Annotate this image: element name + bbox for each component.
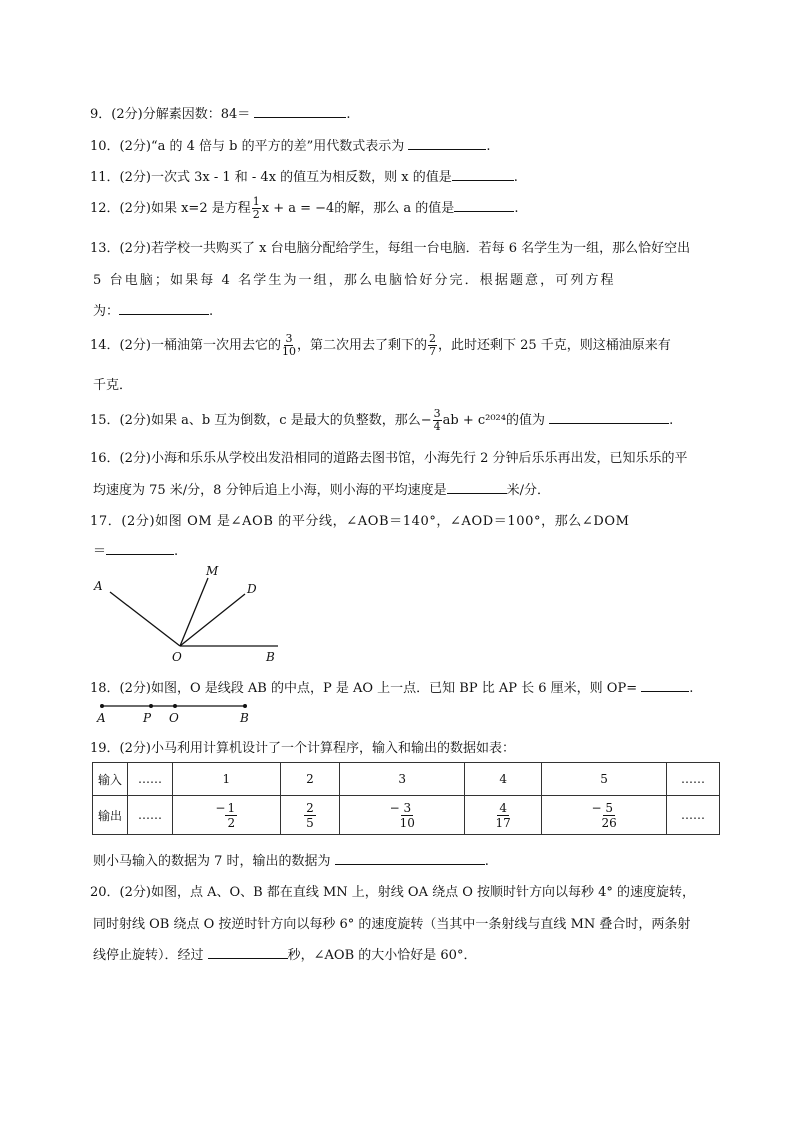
answer-blank bbox=[447, 481, 507, 494]
question-14-line2: 千克． bbox=[93, 378, 133, 393]
answer-blank bbox=[549, 411, 669, 424]
label-o: O bbox=[172, 650, 182, 664]
label-b: B bbox=[266, 650, 275, 664]
answer-blank bbox=[452, 168, 514, 181]
label-b: B bbox=[240, 711, 249, 725]
table-row-input bbox=[93, 763, 720, 796]
row-label: 输入 bbox=[93, 763, 128, 796]
output-cell: − $\frac{5}{26}$ bbox=[542, 796, 667, 835]
answer-blank bbox=[106, 542, 174, 555]
answer-blank bbox=[335, 852, 485, 865]
output-cell: − $\frac{1}{2}$ bbox=[173, 796, 281, 835]
output-cell: $\frac{4}{17}$ bbox=[465, 796, 542, 835]
answer-blank bbox=[408, 137, 486, 150]
output-cell: $\frac{2}{5}$ bbox=[280, 796, 340, 835]
output-cell: − $\frac{3}{10}$ bbox=[340, 796, 465, 835]
ellipsis-cell: …… bbox=[128, 763, 173, 796]
question-17-line2: ＝ . bbox=[93, 544, 179, 559]
question-20-line3: 线停止旋转）．经过 秒，∠AOB 的大小恰好是 60°． bbox=[93, 948, 477, 963]
ray-oa bbox=[110, 592, 180, 646]
question-19: 19．(2分)小马利用计算机设计了一个计算程序，输入和输出的数据如表： bbox=[90, 741, 515, 756]
label-m: M bbox=[206, 564, 219, 578]
label-o: O bbox=[169, 711, 179, 725]
question-20: 20．(2分)如图，点 A、O、B 都在直线 MN 上，射线 OA 绕点 O 按顺时针方向以每秒 4° 的速度旋转， bbox=[90, 885, 696, 900]
label-p: P bbox=[143, 711, 152, 725]
question-14: 14．(2分)一桶油第一次用去它的 $\frac{3}{10}$ ，第二次用去了剩下的 $\frac{2}{7}$ ，此时还剩下 25 千克，则这桶油原来有 bbox=[90, 332, 671, 358]
answer-blank bbox=[254, 105, 346, 118]
question-17: 17．(2分)如图 OM 是∠AOB 的平分线，∠AOB＝140°，∠AOD＝100°，那么∠DOM bbox=[90, 514, 630, 529]
question-13-line3: 为： . bbox=[93, 304, 214, 319]
fraction: $\frac{1}{2}$ bbox=[252, 195, 260, 221]
segment-figure bbox=[92, 700, 262, 726]
ray-od bbox=[180, 594, 245, 646]
row-label: 输出 bbox=[93, 796, 128, 835]
io-table bbox=[92, 762, 720, 835]
input-cell: 2 bbox=[280, 763, 340, 796]
label-a: A bbox=[97, 711, 106, 725]
angle-figure bbox=[90, 562, 290, 664]
answer-blank bbox=[119, 302, 209, 315]
input-cell: 1 bbox=[173, 763, 281, 796]
fraction: $\frac{2}{7}$ bbox=[429, 332, 436, 358]
answer-blank bbox=[454, 199, 514, 212]
question-20-line2: 同时射线 OB 绕点 O 按逆时针方向以每秒 6° 的速度旋转（当其中一条射线与直线 MN 叠合时，两条射 bbox=[93, 917, 691, 932]
ray-om bbox=[180, 578, 208, 646]
table-row-output bbox=[93, 796, 720, 835]
input-cell: 5 bbox=[542, 763, 667, 796]
ellipsis-cell: …… bbox=[667, 763, 720, 796]
question-13-line2: 5 台电脑；如果每 4 名学生为一组，那么电脑恰好分完．根据题意，可列方程 bbox=[93, 273, 616, 288]
point-p bbox=[149, 704, 153, 708]
question-10: 10．(2分)“a 的 4 倍与 b 的平方的差”用代数式表示为 . bbox=[90, 139, 491, 154]
fraction: $\frac{3}{4}$ bbox=[433, 407, 441, 433]
point-b bbox=[243, 704, 247, 708]
answer-blank bbox=[641, 679, 689, 692]
question-13: 13．(2分)若学校一共购买了 x 台电脑分配给学生，每组一台电脑．若每 6 名学生为一组，那么恰好空出 bbox=[90, 241, 691, 256]
fraction: $\frac{3}{10}$ bbox=[281, 332, 296, 358]
label-d: D bbox=[247, 582, 257, 596]
question-12: 12．(2分)如果 x=2 是方程 $\frac{1}{2}$ x + a = −4的解，那么 a 的值是 . bbox=[90, 195, 519, 221]
ellipsis-cell: …… bbox=[667, 796, 720, 835]
ellipsis-cell: …… bbox=[128, 796, 173, 835]
question-16: 16．(2分)小海和乐乐从学校出发沿相同的道路去图书馆，小海先行 2 分钟后乐乐再出发，已知乐乐的平 bbox=[90, 451, 688, 466]
point-a bbox=[100, 704, 104, 708]
question-15: 15．(2分)如果 a、b 互为倒数，c 是最大的负整数，那么− $\frac{3}{4}$ ab + c²⁰²⁴的值为 . bbox=[90, 407, 674, 433]
question-16-line2: 均速度为 75 米/分，8 分钟后追上小海，则小海的平均速度是 米/分． bbox=[93, 483, 550, 498]
question-11: 11．(2分)一次式 3x - 1 和 - 4x 的值互为相反数，则 x 的值是 . bbox=[90, 170, 518, 185]
question-19-after: 则小马输入的数据为 7 时，输出的数据为 . bbox=[93, 854, 489, 869]
input-cell: 3 bbox=[340, 763, 465, 796]
question-9: 9．(2分)分解素因数：84＝ . bbox=[90, 107, 351, 122]
input-cell: 4 bbox=[465, 763, 542, 796]
answer-blank bbox=[208, 946, 288, 959]
question-18: 18．(2分)如图，O 是线段 AB 的中点，P 是 AO 上一点．已知 BP 比 AP 长 6 厘米，则 OP= . bbox=[90, 681, 694, 696]
label-a: A bbox=[94, 579, 103, 593]
point-o bbox=[173, 704, 177, 708]
